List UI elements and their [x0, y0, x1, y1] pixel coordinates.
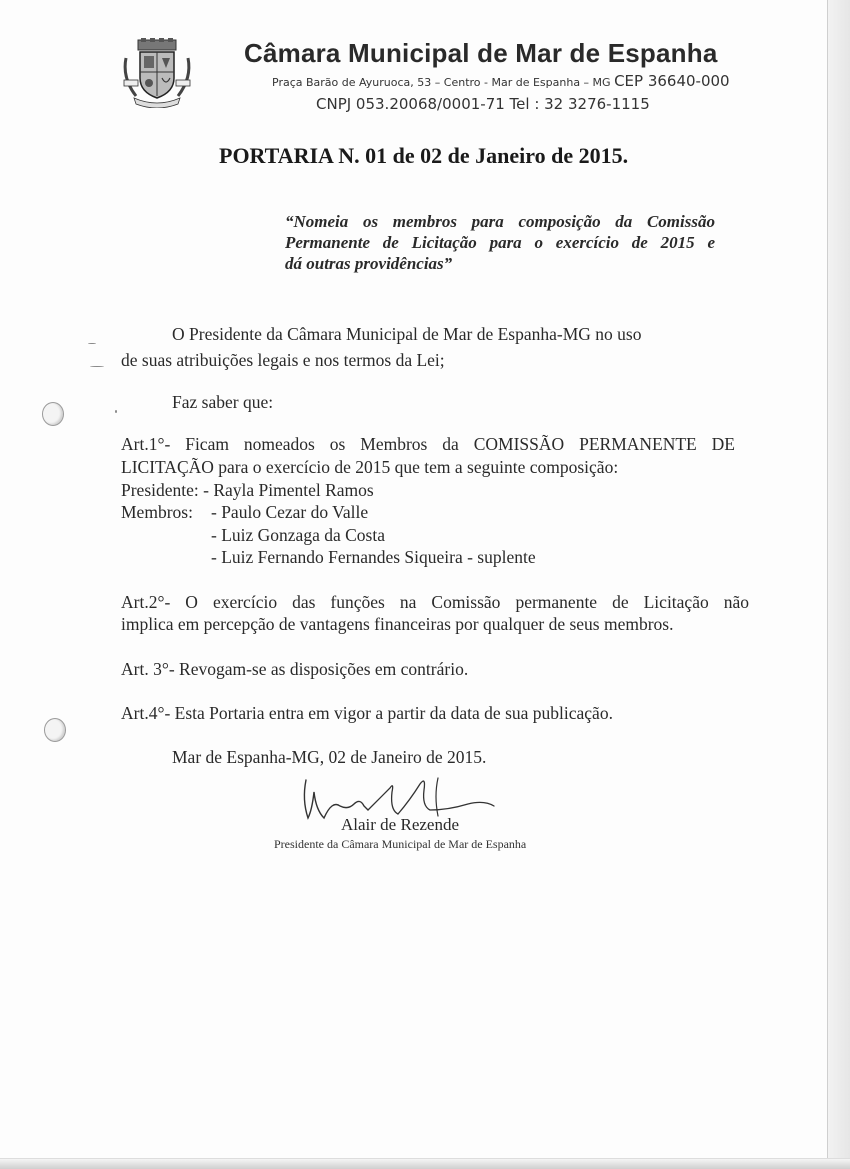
- preamble-line: O Presidente da Câmara Municipal de Mar de Espanha-MG no uso: [172, 324, 642, 344]
- scan-mark: [115, 410, 117, 413]
- ementa-line: Permanente de Licitação para o exercício de 2015 e: [285, 233, 715, 252]
- ementa-line: “Nomeia os membros para composição da Comissão: [285, 212, 715, 231]
- paper-edge-right: [827, 0, 850, 1169]
- signer-role: Presidente da Câmara Municipal de Mar de Espanha: [274, 837, 527, 851]
- ementa: [285, 211, 715, 274]
- faz-saber: Faz saber que:: [172, 392, 274, 412]
- art4-line: Art.4°- Esta Portaria entra em vigor a partir da data de sua publicação.: [121, 703, 613, 723]
- institution-address: [272, 72, 730, 90]
- art3-line: Art. 3°- Revogam-se as disposições em contrário.: [121, 659, 469, 679]
- institution-name: Câmara Municipal de Mar de Espanha: [244, 38, 718, 68]
- municipal-crest-icon: [120, 38, 194, 108]
- punch-hole-lower: [44, 718, 66, 742]
- member-item: - Luiz Gonzaga da Costa: [211, 525, 385, 545]
- punch-hole-upper: [42, 402, 64, 426]
- president-line: Presidente: - Rayla Pimentel Ramos: [121, 480, 374, 500]
- art1-line: LICITAÇÃO para o exercício de 2015 que tem a seguinte composição:: [121, 457, 619, 477]
- art2-line: implica em percepção de vantagens financeiras por qualquer de seus membros.: [121, 614, 674, 634]
- member-item: - Luiz Fernando Fernandes Siqueira - suplente: [211, 547, 536, 567]
- art1-line: Art.1°- Ficam nomeados os Membros da COMISSÃO PERMANENTE DE: [121, 434, 735, 454]
- scan-mark: [90, 366, 104, 367]
- preamble-line: de suas atribuições legais e nos termos da Lei;: [121, 350, 445, 370]
- postal-code: CEP 36640-000: [614, 72, 730, 90]
- signer-name: Alair de Rezende: [341, 815, 459, 834]
- address-text: Praça Barão de Ayuruoca, 53 – Centro - Mar de Espanha – MG: [272, 76, 611, 89]
- document-title: PORTARIA N. 01 de 02 de Janeiro de 2015.: [219, 143, 629, 168]
- art2-line: Art.2°- O exercício das funções na Comissão permanente de Licitação não: [121, 592, 749, 612]
- institution-registry: CNPJ 053.20068/0001-71 Tel : 32 3276-1115: [316, 95, 650, 113]
- member-item: - Paulo Cezar do Valle: [211, 502, 369, 522]
- paper-edge-bottom: [0, 1158, 850, 1169]
- scan-mark: [88, 343, 96, 344]
- place-date: Mar de Espanha-MG, 02 de Janeiro de 2015.: [172, 747, 487, 767]
- ementa-line: dá outras providências”: [285, 254, 453, 273]
- members-label: Membros:: [121, 502, 193, 522]
